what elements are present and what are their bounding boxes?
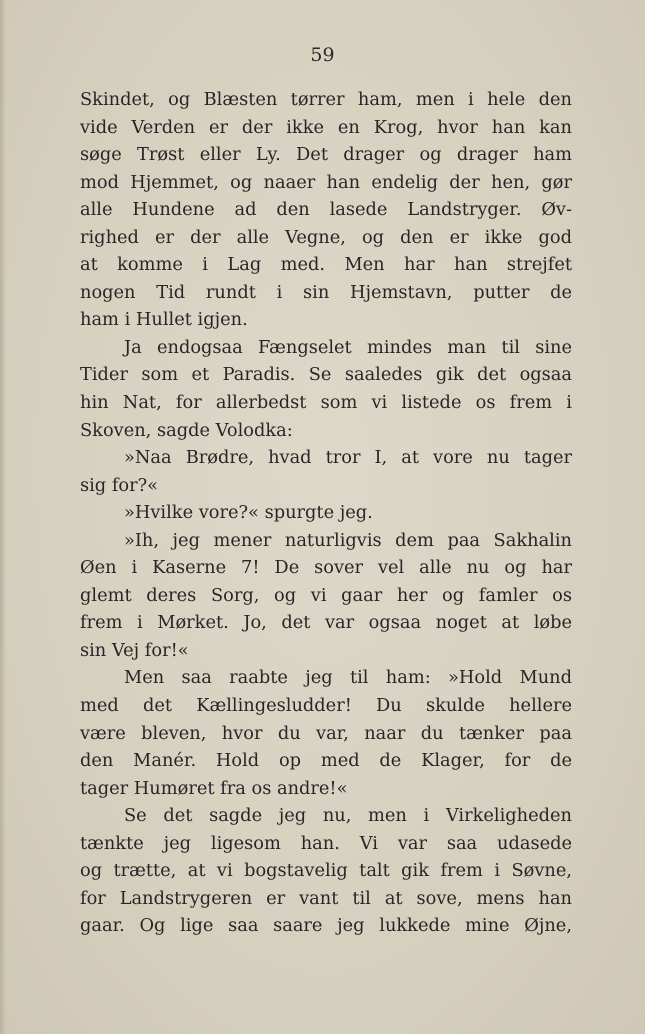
text-line: Ja endogsaa Fængselet mindes man til sine (124, 336, 572, 358)
text-line: vide Verden er der ikke en Krog, hvor han kan (80, 116, 572, 138)
text-line: med det Kællingesludder! Du skulde hellere (80, 695, 572, 717)
text-line: mod Hjemmet, og naaer han endelig der hen, gør (80, 171, 572, 193)
text-line: sig for?« (80, 474, 159, 496)
text-line: og trætte, at vi bogstavelig talt gik frem i Søvne, (80, 860, 572, 882)
text-line: være bleven, hvor du var, naar du tænker paa (80, 722, 572, 744)
text-line: Se det sagde jeg nu, men i Virkeligheden (124, 805, 572, 827)
body-text (80, 86, 572, 940)
text-line: nogen Tid rundt i sin Hjemstavn, putter de (80, 281, 572, 303)
text-line: tager Humøret fra os andre!« (80, 777, 348, 799)
text-line: »Naa Brødre, hvad tror I, at vore nu tager (124, 447, 572, 469)
text-line: »Hvilke vore?« spurgte jeg. (124, 502, 373, 524)
text-line: alle Hundene ad den lasede Landstryger. Øv- (80, 199, 572, 221)
text-line: Skoven, sagde Volodka: (80, 419, 293, 441)
text-line: frem i Mørket. Jo, det var ogsaa noget at løbe (80, 612, 572, 634)
text-line: Øen i Kaserne 7! De sover vel alle nu og har (80, 557, 572, 579)
text-line: Tider som et Paradis. Se saaledes gik det ogsaa (80, 364, 572, 386)
text-line: den Manér. Hold op med de Klager, for de (80, 750, 572, 772)
text-line: tænkte jeg ligesom han. Vi var saa udasede (80, 832, 572, 854)
text-line: at komme i Lag med. Men har han strejfet (80, 254, 572, 276)
text-line: for Landstrygeren er vant til at sove, mens han (80, 887, 572, 909)
page-number: 59 (310, 44, 335, 66)
text-line: Skindet, og Blæsten tørrer ham, men i hele den (80, 89, 572, 110)
text-line: sin Vej for!« (80, 639, 189, 661)
text-line: gaar. Og lige saa saare jeg lukkede mine Øjne, (80, 915, 572, 937)
text-line: Men saa raabte jeg til ham: »Hold Mund (124, 667, 572, 689)
text-line: glemt deres Sorg, og vi gaar her og famler os (80, 584, 572, 606)
text-line: »Ih, jeg mener naturligvis dem paa Sakhalin (124, 529, 572, 551)
page-edge-shadow (0, 0, 6, 1034)
text-line: ham i Hullet igjen. (80, 309, 248, 331)
text-line: righed er der alle Vegne, og den er ikke god (80, 226, 572, 248)
text-line: hin Nat, for allerbedst som vi listede os frem i (80, 392, 572, 414)
text-line: søge Trøst eller Ly. Det drager og drager ham (80, 144, 572, 166)
